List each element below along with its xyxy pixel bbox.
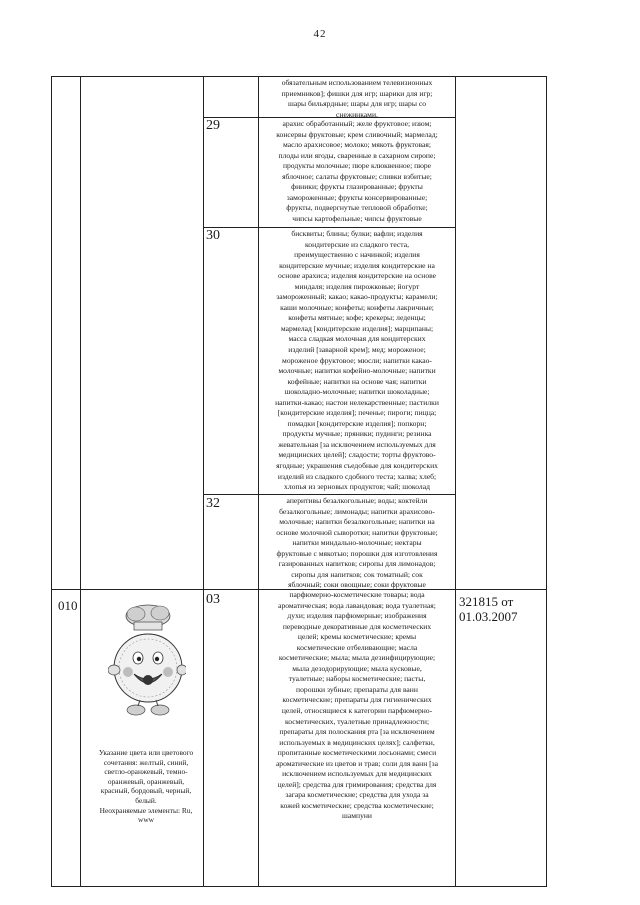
- class-number-29: 29: [206, 118, 220, 133]
- color-description: Указание цвета или цветового сочетания: желтый, синий, светло-оранжевый, темно- оранжевый, оранжевый, красный, бордовый, черный, белый. Неохраняемые элементы: Ru, www: [98, 748, 194, 825]
- row-divider-class30: [203, 227, 456, 228]
- table-divider-col1: [80, 76, 81, 887]
- goods-list-class03: парфюмерно-косметические товары; вода ароматическая; вода лавандовая; вода туалетная; духи; изделия парфюмерные; изображения переводные декоративные для косметических целей; кремы косметические; кремы косметические отбеливающие; масла косметические; мыла; мыла дезинфицирующие; мыла дезодорирующие; мыла кусковые, туалетные; наборы косметические; пасты, порошки зубные; препараты для ванн косметические; препараты для гигиенических целей, относящиеся к категории парфюмерно- косметических, туалетные принадлежности; препараты для полоскания рта [за исключением используемых в медицинских целях]; салфетки, пропитанные косметическими лосьонами; смеси ароматические из цветов и трав; соли для ванн [за исключением используемых для медицинских целей]; средства для гримирования; средства для загара косметические; средства для ухода за кожей косметические; средства косметические; шампуни: [275, 590, 439, 821]
- goods-list-class30: бисквиты; блины; булки; вафли; изделия кондитерские из сладкого теста, преимущественно с начинкой; изделия кондитерские мучные; изделия кондитерские на основе арахиса; изделия кондитерские на основе миндаля; изделия пирожковые; йогурт замороженный; какао; какао-продукты; карамели; каши молочные; конфеты; конфеты лакричные; конфеты мятные; кофе; крекеры; леденцы; мармелад [кондитерские изделия]; марципаны; масса сладкая молочная для кондитерских изделий [заварной крем]; мед; мороженое; мороженое фруктовое; мюсли; напитки какао- молочные; напитки кофейно-молочные; напитки кофейные; напитки на основе чая; напитки шоколадно-молочные; напитки шоколадные; напитки-какао; настои нелекарственные; пастилки [кондитерские изделия]; печенье; пироги; пицца; помадки [кондитерские изделия]; попкорн; продукты мучные; пряники; пудинги; резинка жевательная [за исключением используемых для медицинских целей]; сладости; торты фруктово- ягодные; украшения съедобные для кондитерских изделий из сладкого сдобного теста; халва; хлеб; хлопья из зерновых продуктов; чай; шоколад: [275, 229, 439, 492]
- class-number-32: 32: [206, 496, 220, 511]
- goods-list-class29: арахис обработанный; желе фруктовое; изюм; консервы фруктовые; крем сливочный; мармелад; масло арахисовое; молоко; мякоть фруктовая; плоды или ягоды, сваренные в сахарном сиропе; продукты молочные; пюре клюквенное; пюре яблочное; салаты фруктовые; сливки взбитые; финики; фрукты глазированные; фрукты замороженные; фрукты консервированные; фрукты, подвергнутые тепловой обработке; чипсы картофельные; чипсы фруктовые: [276, 119, 438, 223]
- entry-number: 010: [58, 598, 78, 613]
- table-border-top: [51, 76, 547, 77]
- page-number: 42: [313, 28, 327, 40]
- goods-list-class32: аперитивы безалкогольные; воды; коктейли безалкогольные; лимонады; напитки арахисово- молочные; напитки безалкогольные; напитки на основе молочной сыворотки; напитки фруктовые; напитки миндально-молочные; нектары фруктовые с мякотью; порошки для изготовления газированных напитков; сиропы для лимонадов; сиропы для напитков; сок томатный; сок яблочный; соки овощные; соки фруктовые: [276, 496, 438, 590]
- kolobok-mascot-icon: [108, 600, 186, 740]
- table-divider-col3: [258, 76, 259, 887]
- class-number-03: 03: [206, 592, 220, 607]
- class-number-30: 30: [206, 228, 220, 243]
- table-border-left: [51, 76, 52, 887]
- table-border-right: [546, 76, 547, 887]
- goods-list-continuation: обязательным использованием телевизионных приемников]; фишки для игр; шарики для игр; шары бильярдные; шары для игр; шары со снежинками.: [281, 78, 433, 118]
- table-divider-col4: [455, 76, 456, 887]
- table-border-bottom: [51, 886, 547, 887]
- registration-number: 321815 от 01.03.2007: [459, 594, 518, 624]
